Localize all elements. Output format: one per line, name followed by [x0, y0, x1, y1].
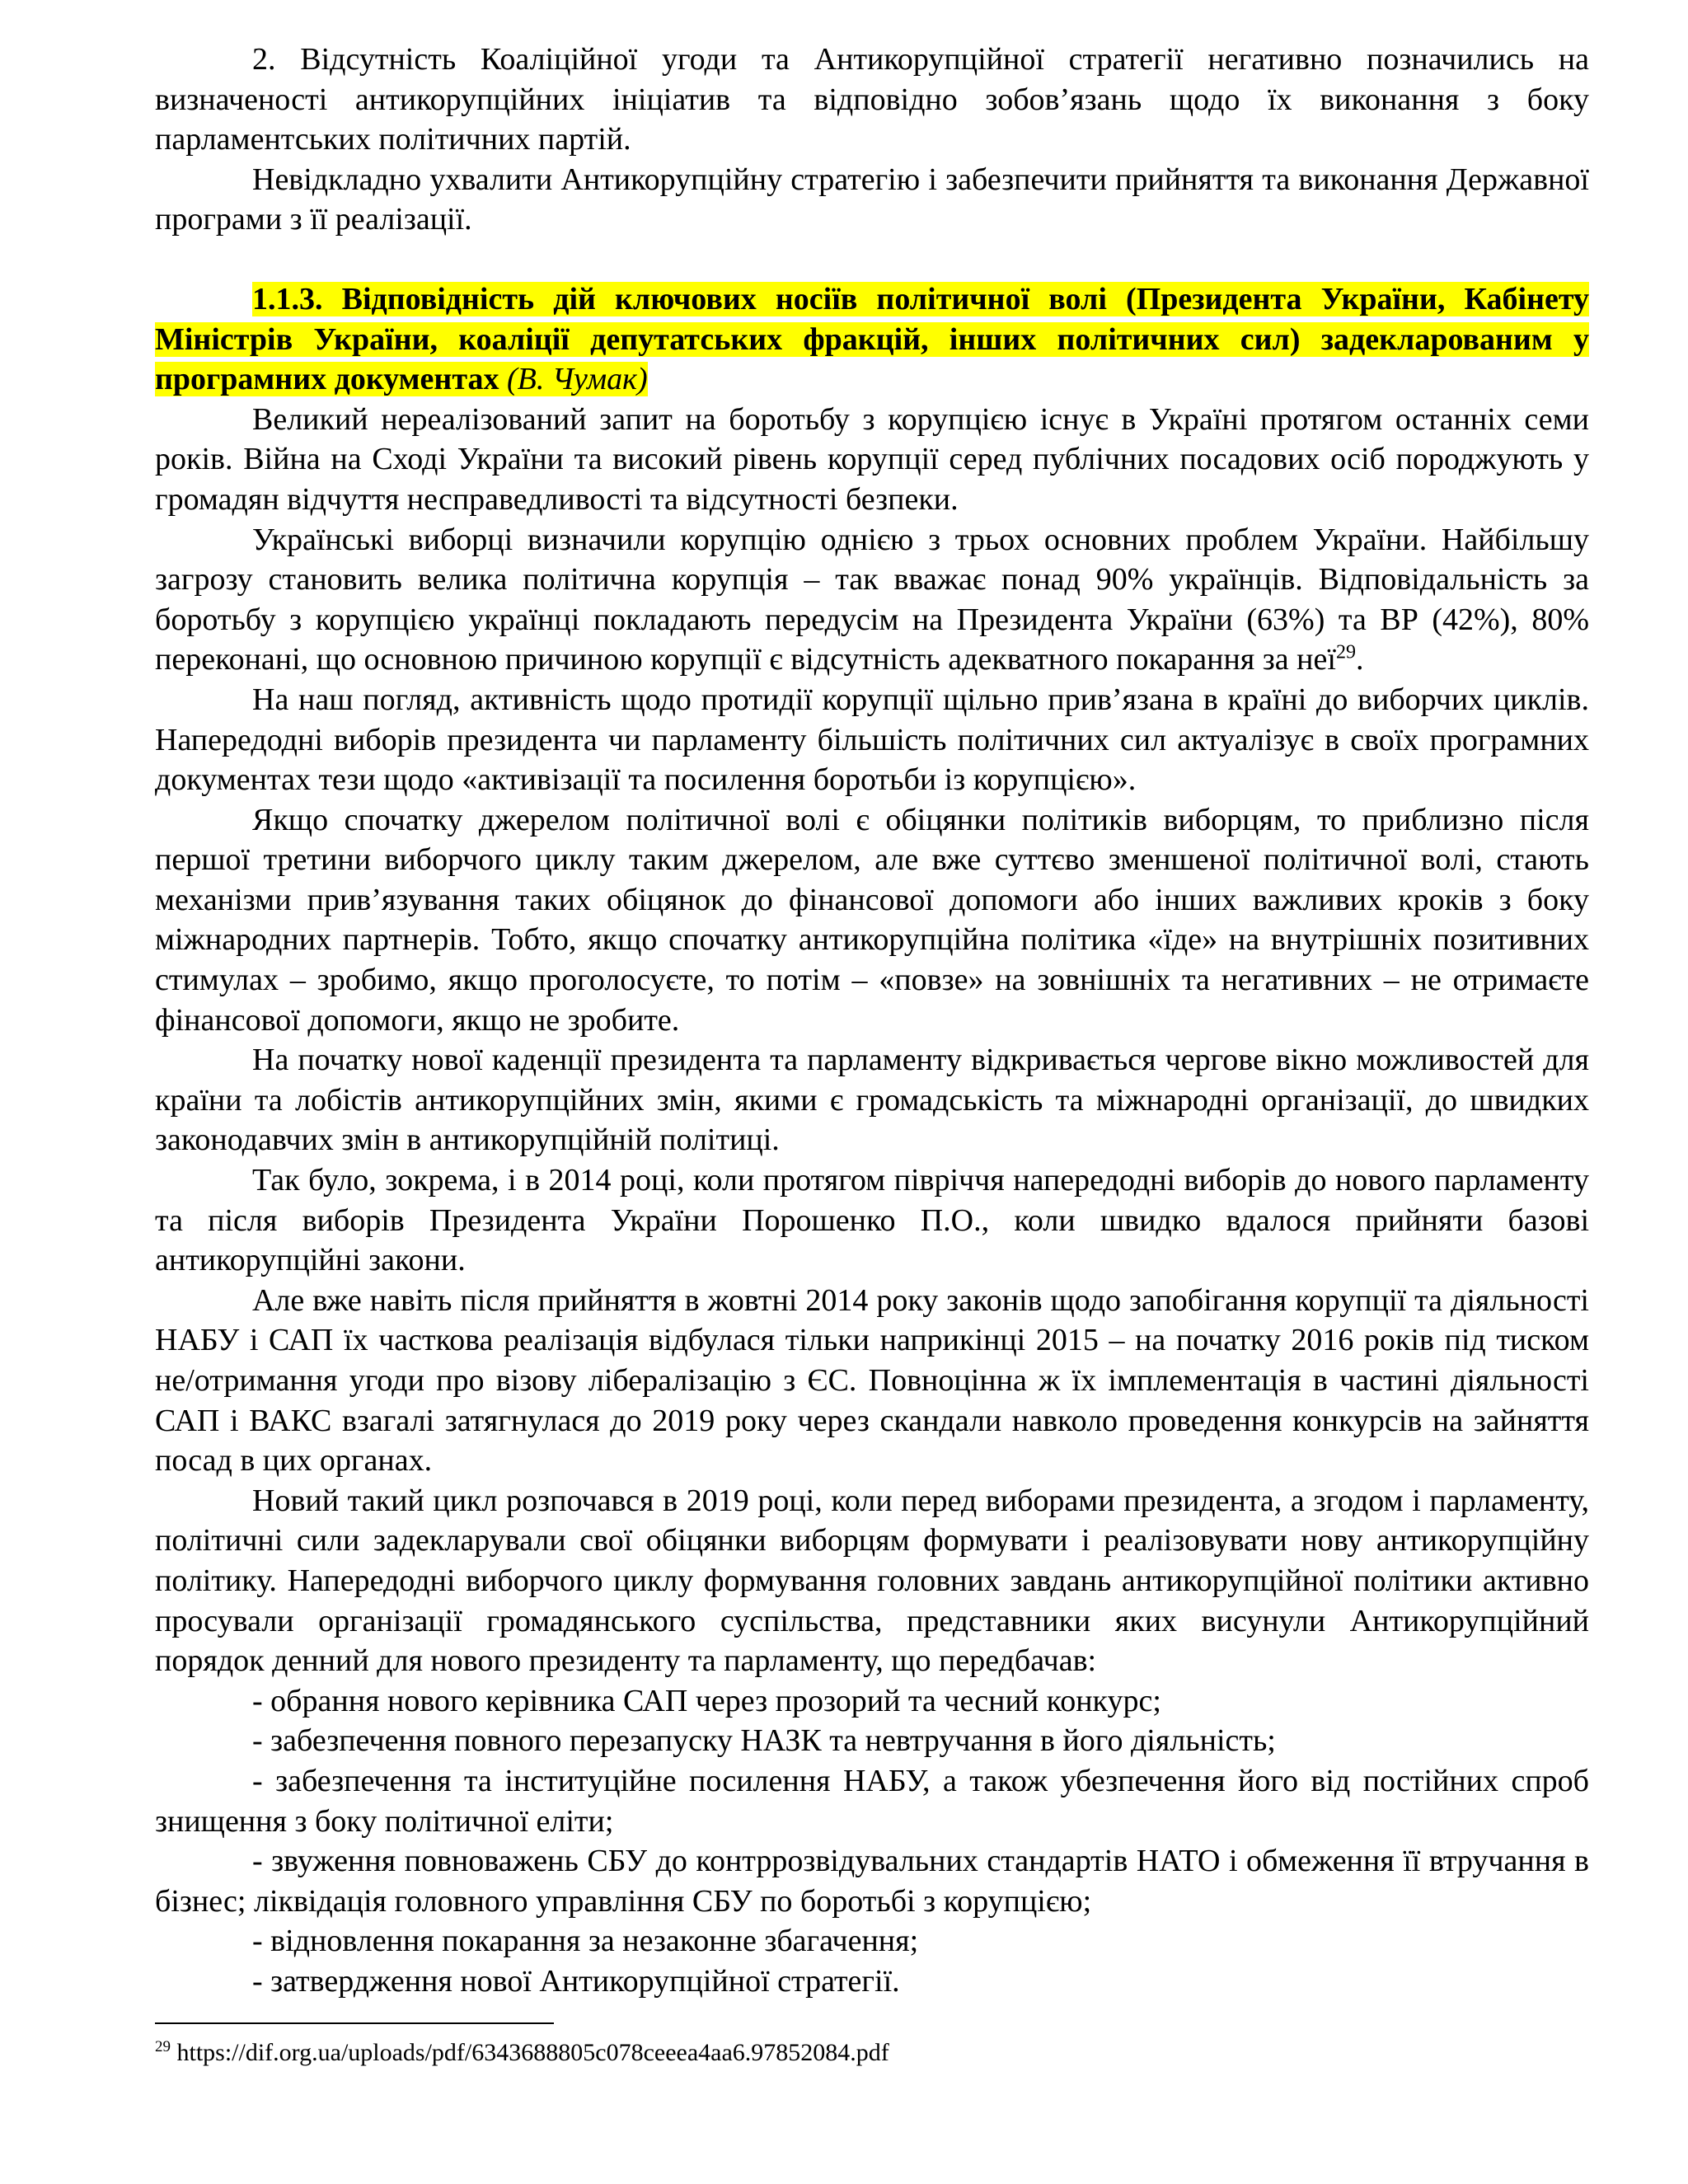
paragraph-coalition-agreement: 2. Відсутність Коаліційної угоди та Антикорупційної стратегії негативно позначились на визначеності антикорупційних ініціатив та відповідно зобов’язань щодо їх виконання з боку парламентських політичних партій.: [155, 42, 1589, 157]
section-heading-text: 1.1.3. Відповідність дій ключових носіїв політичної волі (Президента України, Кабінету Міністрів України, коаліції депутатських фракцій, інших політичних сил) задекларованим у програмних документах: [155, 281, 1589, 397]
paragraph-voters-survey-text: Українські виборці визначили корупцію однією з трьох основних проблем України. Найбільшу загрозу становить велика політична корупція – так вважає понад 90% українців. Відповідальність за боротьбу з корупцією українці покладають передусім на Президента України (63%) та ВР (42%), 80% переконані, що основною причиною корупції є відсутність адекватного покарання за неї: [155, 522, 1589, 677]
section-spacer: [155, 240, 1589, 279]
footnote-number: 29: [155, 2038, 171, 2055]
list-item: - обрання нового керівника САП через прозорий та чесний конкурс;: [252, 1683, 1161, 1718]
list-item: - затвердження нової Антикорупційної стратегії.: [252, 1963, 900, 1999]
paragraph-2019-cycle: Новий такий цикл розпочався в 2019 році, коли перед виборами президента, а згодом і парламенту, політичні сили задекларували свої обіцянки виборцям формувати і реалізовувати нову антикорупційну політику. Напередодні виборчого циклу формування головних завдань антикорупційної політики активно просували організації громадянського суспільства, представники яких висунули Антикорупційний порядок денний для нового президенту та парламенту, що передбачав:: [155, 1483, 1589, 1679]
paragraph-new-cadence: На початку нової каденції президента та парламенту відкривається чергове вікно можливостей для країни та лобістів антикорупційних змін, якими є громадськість та міжнародні організації, до швидких законодавчих змін в антикорупційній політиці.: [155, 1043, 1589, 1158]
document-page: [155, 40, 1589, 2002]
paragraph-implementation: Але вже навіть після прийняття в жовтні 2014 року законів щодо запобігання корупції та діяльності НАБУ і САП їх часткова реалізація відбулася тільки наприкінці 2015 – на початку 2016 років під тиском не/отримання угоди про візову лібералізацію з ЄС. Повноцінна ж їх імплементація в частині діяльності САП і ВАКС взагалі затягнулася до 2019 року через скандали навколо проведення конкурсів на зайняття посад в цих органах.: [155, 1282, 1589, 1479]
paragraph-recommendation: Невідкладно ухвалити Антикорупційну стратегію і забезпечити прийняття та виконання Державної програми з її реалізації.: [155, 162, 1589, 237]
footnote: [155, 2037, 1589, 2069]
section-heading: [155, 279, 1589, 400]
list-item: - звуження повноважень СБУ до контррозвідувальних стандартів НАТО і обмеження її втручання в бізнес; ліквідація головного управління СБУ по боротьбі з корупцією;: [155, 1844, 1589, 1919]
paragraph-political-will: Якщо спочатку джерелом політичної волі є обіцянки політиків виборцям, то приблизно після першої третини виборчого циклу таким джерелом, але вже суттєво зменшеної політичної волі, стають механізми прив’язування таких обіцянок до фінансової допомоги або інших важливих кроків з боку міжнародних партнерів. Тобто, якщо спочатку антикорупційна політика «їде» на внутрішніх позитивних стимулах – зробимо, якщо проголосуєте, то потім – «повзе» на зовнішніх та негативних – не отримаєте фінансової допомоги, якщо не зробите.: [155, 802, 1589, 1038]
footnote-reference[interactable]: 29: [1335, 641, 1356, 663]
section-heading-highlight: [155, 282, 1589, 396]
section-author: (В. Чумак): [506, 362, 648, 397]
paragraph-voters-survey-end: .: [1355, 642, 1364, 677]
footnote-separator: [155, 2022, 554, 2024]
footnote-link[interactable]: https://dif.org.ua/uploads/pdf/6343688805c078ceeea4aa6.97852084.pdf: [171, 2039, 889, 2066]
list-item: - забезпечення та інституційне посилення НАБУ, а також убезпечення його від постійних спроб знищення з боку політичної еліти;: [155, 1763, 1589, 1839]
list-item: - забезпечення повного перезапуску НАЗК та невтручання в його діяльність;: [252, 1723, 1276, 1759]
paragraph-unrealized-demand: Великий нереалізований запит на боротьбу з корупцією існує в Україні протягом останніх семи років. Війна на Сході України та високий рівень корупції серед публічних посадових осіб породжують у громадян відчуття несправедливості та відсутності безпеки.: [155, 401, 1589, 517]
paragraph-voters-survey: [155, 520, 1589, 680]
list-item: - відновлення покарання за незаконне збагачення;: [252, 1924, 919, 1959]
paragraph-election-cycles: На наш погляд, активність щодо протидії корупції щільно прив’язана в країні до виборчих циклів. Напередодні виборів президента чи парламенту більшість політичних сил актуалізує в своїх програмних документах тези щодо «активізації та посилення боротьби із корупцією».: [155, 682, 1589, 798]
paragraph-2014: Так було, зокрема, і в 2014 році, коли протягом півріччя напередодні виборів до нового парламенту та після виборів Президента України Порошенко П.О., коли швидко вдалося прийняти базові антикорупційні закони.: [155, 1163, 1589, 1278]
